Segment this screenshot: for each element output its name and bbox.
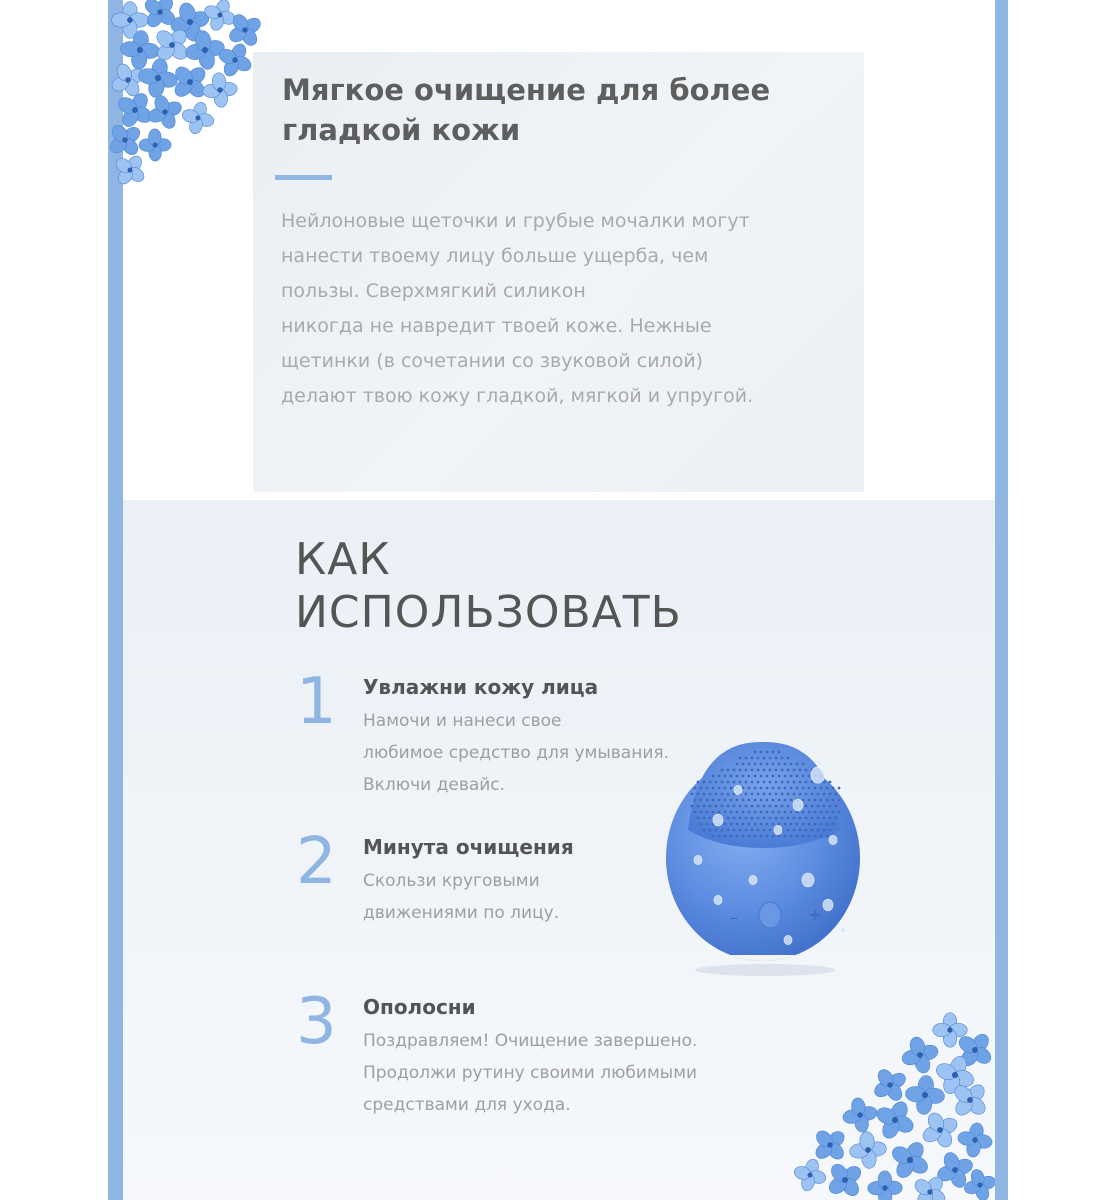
card-title bbox=[282, 70, 842, 150]
card-body-line: никогда не навредит твоей коже. Нежные bbox=[281, 315, 712, 337]
step-text-line: любимое средство для умывания. bbox=[363, 743, 670, 763]
how-to-title-line2: ИСПОЛЬЗОВАТЬ bbox=[295, 587, 682, 638]
step-text-line: Намочи и нанеси свое bbox=[363, 711, 562, 731]
step-text-line: Скользи круговыми bbox=[363, 871, 540, 891]
step-number: 3 bbox=[296, 985, 337, 1059]
step-text bbox=[363, 705, 669, 801]
step-text-line: движениями по лицу. bbox=[363, 903, 560, 923]
hydrangea-flowers-bottom-right bbox=[780, 1000, 995, 1200]
card-accent-bar bbox=[275, 175, 332, 180]
card-title-line2: гладкой кожи bbox=[282, 113, 521, 147]
step-text bbox=[363, 865, 559, 929]
card-body-line: Нейлоновые щеточки и грубые мочалки могут bbox=[281, 210, 750, 232]
step-title: Минута очищения bbox=[363, 835, 574, 859]
step-text-line: Поздравляем! Очищение завершено. bbox=[363, 1031, 698, 1051]
card-body-line: щетинки (в сочетании со звуковой силой) bbox=[281, 350, 704, 372]
step-title: Увлажни кожу лица bbox=[363, 675, 599, 699]
step-text-line: Продолжи рутину своими любимыми bbox=[363, 1063, 698, 1083]
svg-text:–: – bbox=[730, 908, 738, 927]
how-to-title bbox=[295, 533, 795, 639]
card-title-line1: Мягкое очищение для более bbox=[282, 73, 771, 107]
card-body-line: пользы. Сверхмягкий силикон bbox=[281, 280, 586, 302]
hydrangea-flowers-top-left bbox=[110, 0, 270, 200]
card-body-line: делают твою кожу гладкой, мягкой и упругой. bbox=[281, 385, 754, 407]
step-number: 1 bbox=[296, 665, 337, 739]
how-to-title-line1: КАК bbox=[295, 534, 391, 585]
step-title: Ополосни bbox=[363, 995, 476, 1019]
step-number: 2 bbox=[296, 825, 337, 899]
step-text bbox=[363, 1025, 697, 1121]
cleansing-device-image bbox=[658, 730, 868, 980]
step-text-line: средствами для ухода. bbox=[363, 1095, 571, 1115]
card-body-line: нанести твоему лицу больше ущерба, чем bbox=[281, 245, 709, 267]
card-body bbox=[281, 204, 841, 414]
step-text-line: Включи девайс. bbox=[363, 775, 506, 795]
svg-text:+: + bbox=[808, 905, 822, 924]
